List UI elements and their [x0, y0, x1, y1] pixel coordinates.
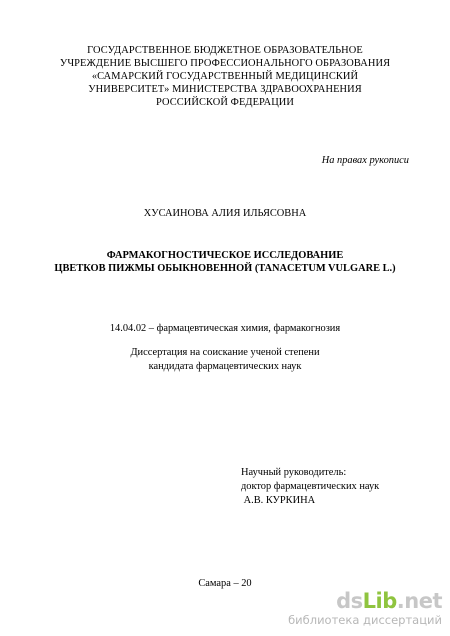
supervisor-label: Научный руководитель: [241, 467, 347, 478]
dslib-logo [336, 589, 442, 613]
institution-line: ГОСУДАРСТВЕННОЕ БЮДЖЕТНОЕ ОБРАЗОВАТЕЛЬНОЕ [87, 45, 363, 56]
degree-line: кандидата фармацевтических наук [148, 361, 302, 372]
title-line: ЦВЕТКОВ ПИЖМЫ ОБЫКНОВЕННОЙ (TANACETUM VULGARE L.) [54, 263, 396, 274]
degree-line: Диссертация на соискание ученой степени [130, 347, 320, 358]
logo-part: ds [336, 589, 363, 613]
institution-header [0, 44, 450, 109]
degree-statement [0, 346, 450, 374]
institution-line: РОССИЙСКОЙ ФЕДЕРАЦИИ [155, 97, 295, 108]
institution-line: УНИВЕРСИТЕТ» МИНИСТЕРСТВА ЗДРАВООХРАНЕНИЯ [88, 84, 362, 95]
specialty-code: 14.04.02 – фармацевтическая химия, фармакогнозия [109, 323, 341, 334]
dissertation-title [0, 249, 450, 275]
supervisor-name: А.В. КУРКИНА [241, 495, 316, 506]
logo-part: Lib [362, 589, 397, 613]
logo-part: .net [396, 589, 442, 613]
supervisor-block [241, 466, 379, 508]
supervisor-degree: доктор фармацевтических наук [241, 481, 380, 492]
author-name: ХУСАИНОВА АЛИЯ ИЛЬЯСОВНА [143, 208, 307, 219]
watermark-subtitle: библиотека диссертаций [288, 613, 442, 627]
institution-line: «САМАРСКИЙ ГОСУДАРСТВЕННЫЙ МЕДИЦИНСКИЙ [91, 71, 359, 82]
institution-line: УЧРЕЖДЕНИЕ ВЫСШЕГО ПРОФЕССИОНАЛЬНОГО ОБРАЗОВАНИЯ [59, 58, 391, 69]
manuscript-rights-note: На правах рукописи [321, 155, 409, 166]
title-line: ФАРМАКОГНОСТИЧЕСКОЕ ИССЛЕДОВАНИЕ [106, 250, 344, 261]
city-year: Самара – 20 [198, 578, 252, 589]
